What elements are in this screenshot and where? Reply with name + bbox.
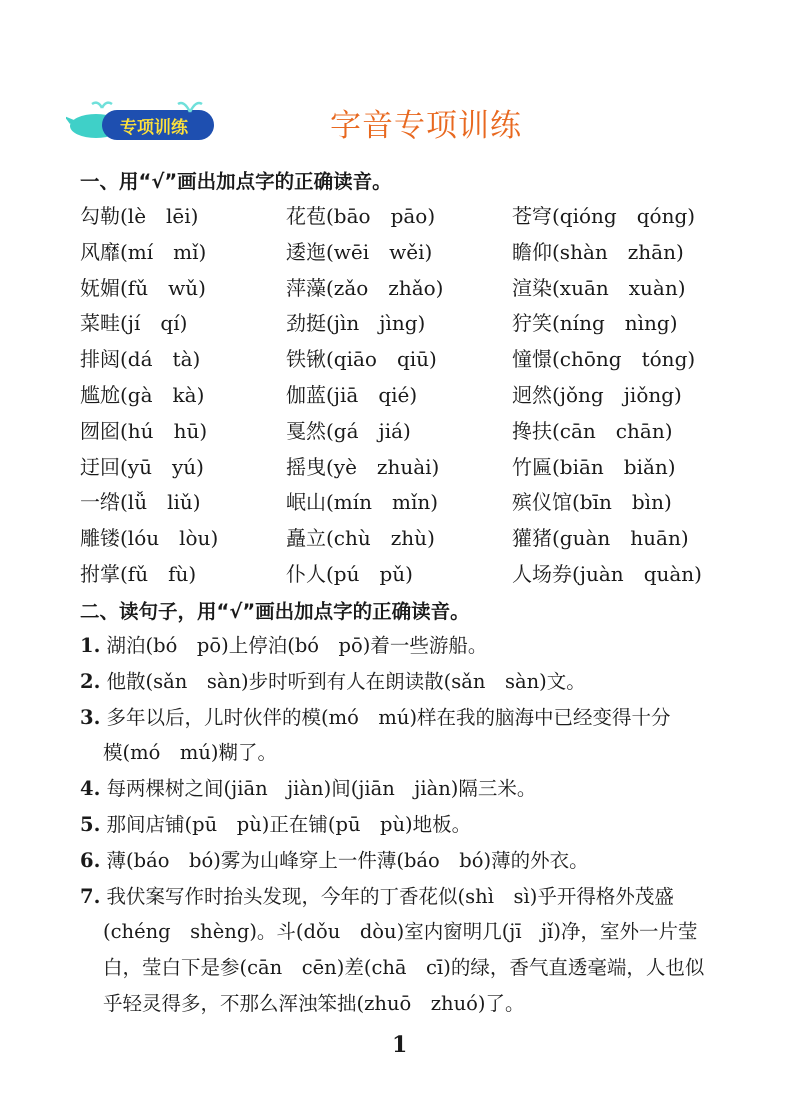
sentence-item: [80, 666, 730, 694]
sentence-item: [80, 773, 730, 801]
word-item: 戛然(gá jiá): [286, 418, 411, 443]
word-item: 渲染(xuān xuàn): [512, 275, 686, 300]
word-item: 妩媚(fǔ wǔ): [80, 275, 206, 300]
word-item: 殡仪馆(bīn bìn): [512, 490, 672, 515]
sentence-continuation: 白，莹白下是参(cān cēn)差(chā cī)的绿，香气直透毫端，人也似: [103, 956, 705, 980]
section-2-heading: 二、读句子，用“√”画出加点字的正确读音。: [80, 600, 470, 623]
word-item: 花苞(bāo pāo): [286, 204, 436, 228]
sentence-item: [80, 630, 730, 658]
word-item: 囫囵(hú hū): [80, 418, 208, 443]
section-badge: [66, 98, 216, 142]
word-item: 摇曳(yè zhuài): [286, 454, 440, 479]
page-number: 1: [392, 1032, 408, 1058]
word-item: 菜畦(jí qí): [80, 311, 188, 336]
badge-label: 专项训练: [120, 118, 188, 138]
word-item: 伽蓝(jiā qié): [286, 383, 418, 407]
sentence-text: 薄(báo bó)雾为山峰穿上一件薄(báo bó)薄的外衣。: [100, 848, 589, 872]
word-item: 矗立(chù zhù): [286, 526, 435, 551]
word-item: 一绺(lǚ liǔ): [80, 490, 201, 515]
sentence-number: 5.: [80, 813, 101, 836]
word-item: 苍穹(qióng qóng): [512, 204, 696, 228]
sentence-number: 1.: [80, 634, 101, 657]
word-item: 迂回(yū yú): [80, 454, 204, 479]
sentence-number: 4.: [80, 777, 101, 801]
word-item: 排闼(dá tà): [80, 347, 201, 372]
sentence-item: [80, 845, 730, 873]
word-item: 劲挺(jìn jìng): [286, 311, 426, 336]
word-item: 勾勒(lè lēi): [80, 204, 199, 228]
sentence-text: 他散(sǎn sàn)步时听到有人在朗读散(sǎn sàn)文。: [100, 669, 586, 693]
sentence-text: 每两棵树之间(jiān jiàn)间(jiān jiàn)隔三米。: [100, 777, 537, 801]
sentence-item: [80, 809, 730, 837]
word-item: 憧憬(chōng tóng): [512, 347, 696, 372]
sentence-number: 7.: [80, 884, 101, 908]
word-item: 铁锹(qiāo qiū): [286, 347, 437, 372]
sentence-number: 2.: [80, 669, 101, 693]
word-item: 竹匾(biān biǎn): [512, 454, 676, 479]
word-item: 迥然(jǒng jiǒng): [512, 383, 682, 407]
word-item: 獾猪(guàn huān): [512, 526, 689, 551]
word-item: 风靡(mí mǐ): [80, 239, 207, 264]
sentence-text: 多年以后，儿时伙伴的模(mó mú)样在我的脑海中已经变得十分: [100, 705, 671, 729]
page-title: 字音专项训练: [330, 108, 522, 144]
sentence-number: 3.: [80, 705, 101, 729]
sentence-text: 我伏案写作时抬头发现，今年的丁香花似(shì sì)乎开得格外茂盛: [100, 884, 674, 908]
sentence-text: 那间店铺(pū pù)正在铺(pū pù)地板。: [100, 813, 472, 836]
word-item: 尴尬(gà kà): [80, 383, 205, 407]
word-item: 雕镂(lóu lòu): [80, 526, 219, 551]
word-item: 人场券(juàn quàn): [512, 562, 702, 586]
sentence-continuation: 乎轻灵得多，不那么浑浊笨拙(zhuō zhuó)了。: [103, 992, 525, 1015]
sentence-item: [80, 702, 730, 730]
sentence-number: 6.: [80, 848, 101, 872]
word-item: 仆人(pú pǔ): [286, 562, 413, 586]
word-item: 拊掌(fǔ fù): [80, 562, 197, 586]
sentence-text: 湖泊(bó pō)上停泊(bó pō)着一些游船。: [100, 634, 488, 657]
word-item: 瞻仰(shàn zhān): [512, 239, 684, 264]
sentence-continuation: 模(mó mú)糊了。: [103, 741, 277, 765]
spout-icon: [170, 94, 210, 114]
section-1-heading: 一、用“√”画出加点字的正确读音。: [80, 170, 392, 193]
word-item: 萍藻(zǎo zhǎo): [286, 275, 444, 300]
word-item: 搀扶(cān chān): [512, 418, 673, 443]
word-item: 狞笑(níng nìng): [512, 311, 678, 336]
word-item: 逶迤(wēi wěi): [286, 239, 433, 264]
word-item: 岷山(mín mǐn): [286, 490, 439, 515]
sentence-continuation: (chéng shèng)。斗(dǒu dòu)室内窗明几(jī jǐ)净，室外一片莹: [103, 920, 698, 944]
sentence-item: [80, 881, 730, 909]
